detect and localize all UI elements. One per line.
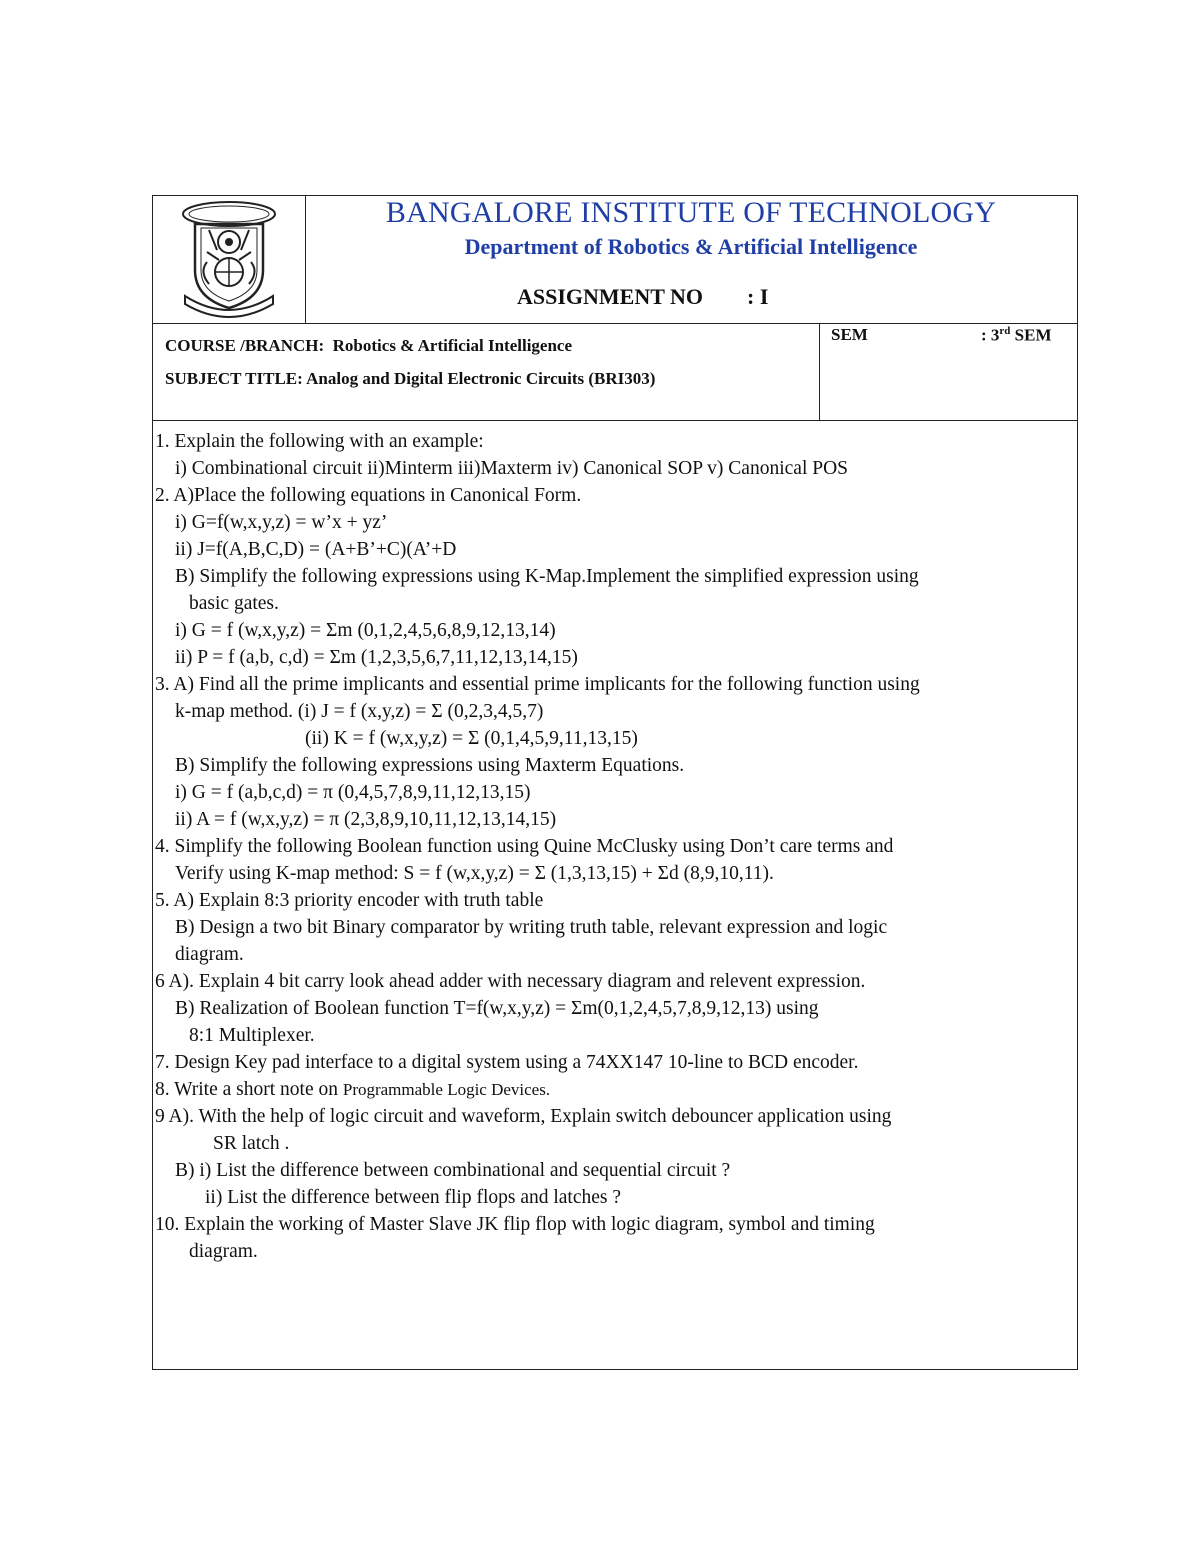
question-3b-ii: ii) A = f (w,x,y,z) = π (2,3,8,9,10,11,12,13,14,15) — [175, 809, 557, 830]
question-5b: B) Design a two bit Binary comparator by writing truth table, relevant expression and logic — [175, 917, 888, 938]
question-2a-ii: ii) J=f(A,B,C,D) = (A+B’+C)(A’+D — [175, 539, 457, 560]
question-1: 1. Explain the following with an example: — [155, 431, 484, 452]
question-2b-i: i) G = f (w,x,y,z) = Σm (0,1,2,4,5,6,8,9,12,13,14) — [175, 620, 556, 641]
question-3b-i: i) G = f (a,b,c,d) = π (0,4,5,7,8,9,11,12,13,15) — [175, 782, 531, 803]
course-value: Robotics & Artificial Intelligence — [332, 336, 573, 355]
sem-number: : 3 — [981, 325, 1000, 345]
question-3b: B) Simplify the following expressions using Maxterm Equations. — [175, 755, 685, 776]
institute-name: BANGALORE INSTITUTE OF TECHNOLOGY — [385, 196, 997, 229]
question-9a: 9 A). With the help of logic circuit and waveform, Explain switch debouncer application using — [155, 1106, 892, 1127]
subject-value: Analog and Digital Electronic Circuits (BRI303) — [306, 369, 656, 388]
assignment-label: ASSIGNMENT NO — [517, 284, 704, 309]
sem-word: SEM — [1010, 325, 1052, 345]
question-9b-ii: ii) List the difference between flip flops and latches ? — [205, 1187, 622, 1208]
assignment-sheet — [152, 195, 1078, 1370]
question-5a: 5. A) Explain 8:3 priority encoder with truth table — [155, 890, 544, 911]
question-3a-i: k-map method. (i) J = f (x,y,z) = Σ (0,2,3,4,5,7) — [175, 701, 544, 722]
question-2b: B) Simplify the following expressions using K-Map.Implement the simplified expression using — [175, 566, 919, 587]
question-list — [155, 428, 1077, 1265]
question-3a: 3. A) Find all the prime implicants and essential prime implicants for the following function using — [155, 674, 920, 695]
question-2a: 2. A)Place the following equations in Canonical Form. — [155, 485, 582, 506]
question-8 — [155, 1076, 1077, 1103]
subject-title-line — [165, 369, 655, 389]
assignment-value: I — [759, 284, 769, 309]
question-5b-cont: diagram. — [175, 944, 244, 965]
sem-value — [981, 325, 1052, 346]
institute-crest-icon — [179, 200, 279, 318]
question-9b-i: B) i) List the difference between combinational and sequential circuit ? — [175, 1160, 731, 1181]
course-label: COURSE /BRANCH: — [165, 336, 325, 355]
question-10: 10. Explain the working of Master Slave JK flip flop with logic diagram, symbol and timing — [155, 1214, 875, 1235]
sem-label: SEM — [831, 325, 868, 344]
question-2b-ii: ii) P = f (a,b, c,d) = Σm (1,2,3,5,6,7,11,12,13,14,15) — [175, 647, 578, 668]
course-branch-line — [165, 336, 572, 356]
sem-suffix: rd — [999, 325, 1011, 337]
subject-label: SUBJECT TITLE: — [165, 369, 303, 388]
logo-cell — [153, 196, 306, 323]
question-2a-i: i) G=f(w,x,y,z) = w’x + yz’ — [175, 512, 388, 533]
question-6a: 6 A). Explain 4 bit carry look ahead adder with necessary diagram and relevent expression. — [155, 971, 866, 992]
question-4: 4. Simplify the following Boolean function using Quine McClusky using Don’t care terms and — [155, 836, 894, 857]
question-8-topic: Programmable Logic Devices. — [342, 1080, 551, 1099]
header-row — [153, 196, 1077, 324]
course-info-row — [153, 323, 1077, 421]
question-6b-cont: 8:1 Multiplexer. — [189, 1025, 315, 1046]
question-9a-cont: SR latch . — [213, 1133, 290, 1154]
course-info-cell — [153, 323, 820, 420]
question-1-parts: i) Combinational circuit ii)Minterm iii)Maxterm iv) Canonical SOP v) Canonical POS — [175, 458, 849, 479]
question-7: 7. Design Key pad interface to a digital system using a 74XX147 10-line to BCD encoder. — [155, 1052, 859, 1073]
assignment-separator: : — [747, 284, 755, 309]
question-6b: B) Realization of Boolean function T=f(w,x,y,z) = Σm(0,1,2,4,5,7,8,9,12,13) using — [175, 998, 819, 1019]
question-4-cont: Verify using K-map method: S = f (w,x,y,z) = Σ (1,3,13,15) + Σd (8,9,10,11). — [175, 863, 774, 884]
question-8-text: 8. Write a short note on — [155, 1079, 343, 1100]
question-10-cont: diagram. — [189, 1241, 258, 1262]
question-2b-cont: basic gates. — [189, 593, 279, 614]
assignment-number — [517, 284, 768, 310]
title-cell — [305, 196, 1077, 323]
department-name: Department of Robotics & Artificial Intelligence — [464, 234, 918, 259]
question-3a-ii: (ii) K = f (w,x,y,z) = Σ (0,1,4,5,9,11,13,15) — [305, 728, 638, 749]
